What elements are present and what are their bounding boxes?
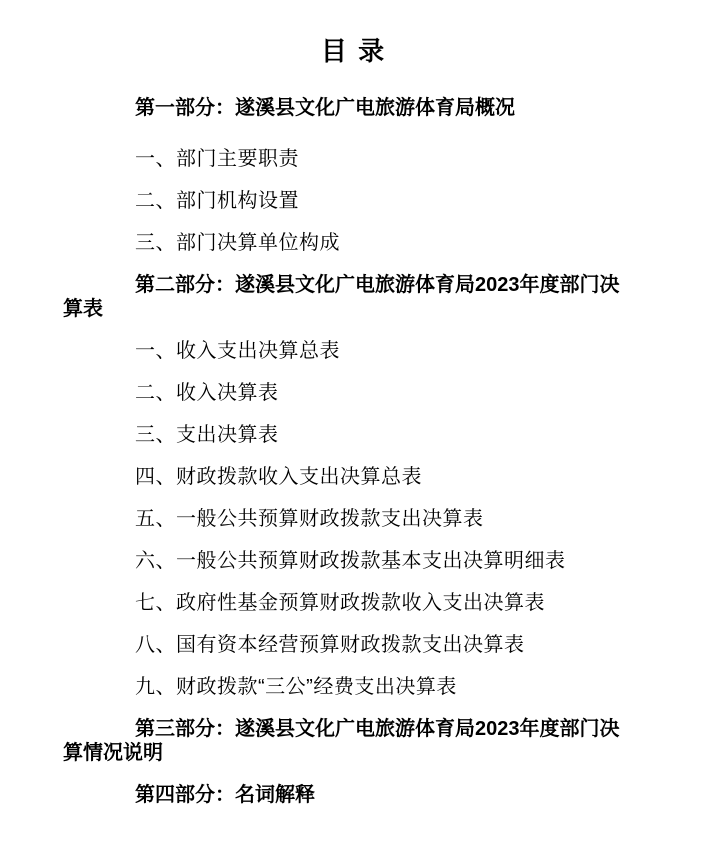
toc-section-heading: 第二部分：遂溪县文化广电旅游体育局2023年度部门决算表 bbox=[63, 274, 620, 320]
toc-item: 六、一般公共预算财政拨款基本支出决算明细表 bbox=[135, 550, 566, 572]
document-title: 目 录 bbox=[320, 36, 387, 66]
toc-section-heading: 第四部分：名词解释 bbox=[135, 784, 315, 806]
toc-item: 一、收入支出决算总表 bbox=[135, 340, 340, 362]
toc-item: 八、国有资本经营预算财政拨款支出决算表 bbox=[135, 634, 525, 656]
toc-section-heading: 第三部分：遂溪县文化广电旅游体育局2023年度部门决算情况说明 bbox=[63, 718, 620, 764]
toc-item: 五、一般公共预算财政拨款支出决算表 bbox=[135, 508, 484, 530]
toc-item: 七、政府性基金预算财政拨款收入支出决算表 bbox=[135, 592, 545, 614]
toc-section-heading: 第一部分：遂溪县文化广电旅游体育局概况 bbox=[135, 97, 515, 119]
toc-item: 九、财政拨款“三公”经费支出决算表 bbox=[135, 676, 457, 698]
toc-item: 二、收入决算表 bbox=[135, 382, 279, 404]
toc-item: 二、部门机构设置 bbox=[135, 190, 299, 212]
toc-item: 三、部门决算单位构成 bbox=[135, 232, 340, 254]
toc-item: 三、支出决算表 bbox=[135, 424, 279, 446]
toc-item: 四、财政拨款收入支出决算总表 bbox=[135, 466, 422, 488]
toc-item: 一、部门主要职责 bbox=[135, 148, 299, 170]
